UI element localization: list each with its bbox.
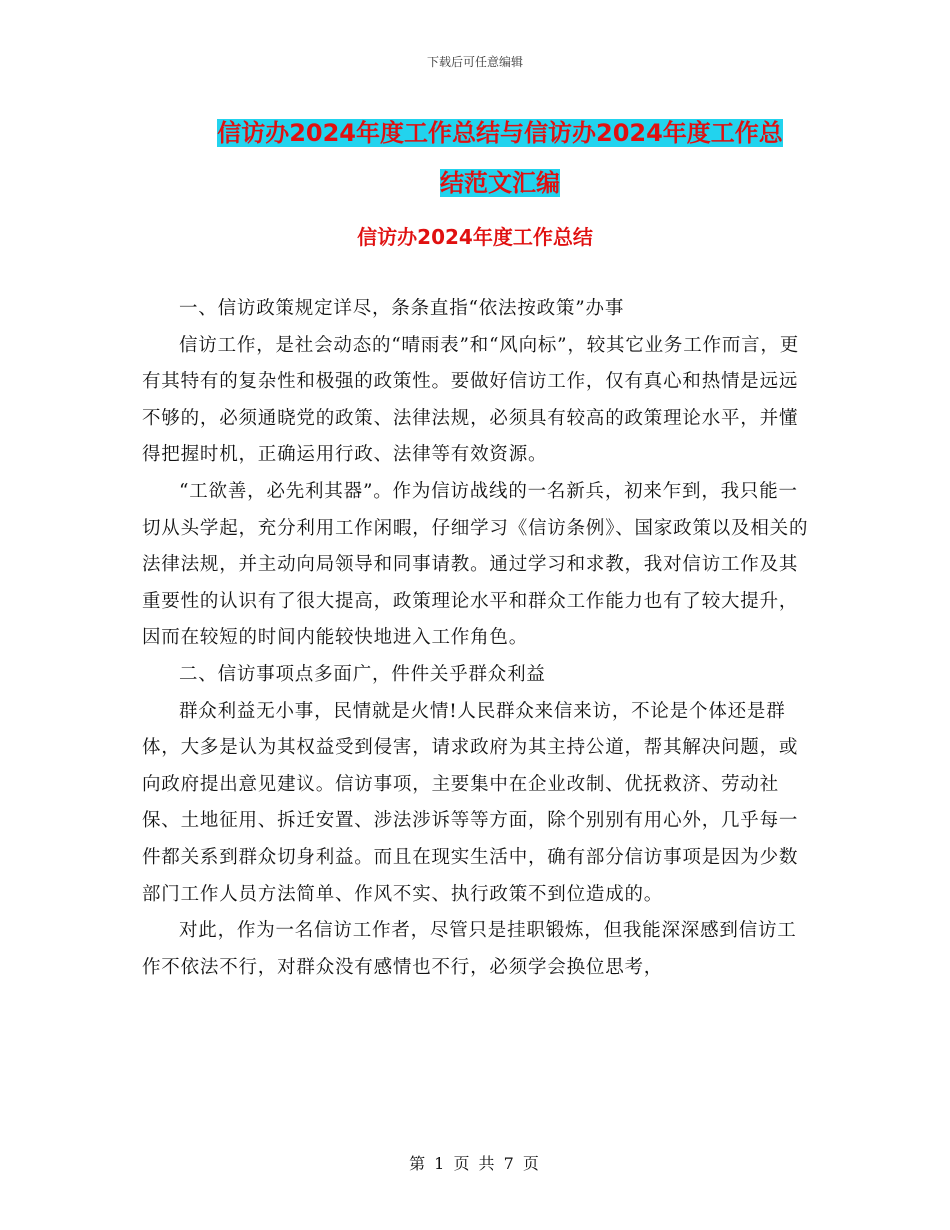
- paragraph: “工欲善，必先利其器”。作为信访战线的一名新兵，初来乍到，我只能一切从头学起，充分利用工作闲暇，仔细学习《信访条例》、国家政策以及相关的法律法规，并主动向局领导和同事请教。通过学习和求教，我对信访工作及其重要性的认识有了很大提高，政策理论水平和群众工作能力也有了较大提升，因而在较短的时间内能较快地进入工作角色。: [142, 480, 809, 649]
- paragraph-heading-2: 二、信访事项点多面广，件件关乎群众利益: [179, 663, 546, 685]
- title-line-2: 结范文汇编: [440, 169, 560, 197]
- title-line-1: 信访办2024年度工作总结与信访办2024年度工作总: [217, 119, 783, 147]
- page-number: 第 1 页 共 7 页: [409, 1154, 541, 1173]
- paragraph-heading-1: 一、信访政策规定详尽，条条直指“依法按政策”办事: [179, 298, 625, 319]
- section-title: 信访办2024年度工作总结: [357, 225, 593, 249]
- paragraph: 群众利益无小事，民情就是火情!人民群众来信来访，不论是个体还是群体，大多是认为其权益受到侵害，请求政府为其主持公道，帮其解决问题，或向政府提出意见建议。信访事项，主要集中在企业改制、优抚救济、劳动社保、土地征用、拆迁安置、涉法涉诉等等方面，除个别别有用心外，几乎每一件都关系到群众切身利益。而且在现实生活中，确有部分信访事项是因为少数部门工作人员方法简单、作风不实、执行政策不到位造成的。: [142, 700, 799, 905]
- paragraph: 对此，作为一名信访工作者，尽管只是挂职锻炼，但我能深深感到信访工作不依法不行，对群众没有感情也不行，必须学会换位思考，: [142, 920, 797, 978]
- document-title: [150, 108, 850, 208]
- document-body: [142, 291, 810, 986]
- header-note: 下载后可任意编辑: [426, 55, 523, 69]
- paragraph: 信访工作，是社会动态的“晴雨表”和“风向标”，较其它业务工作而言，更有其特有的复杂性和极强的政策性。要做好信访工作，仅有真心和热情是远远不够的，必须通晓党的政策、法律法规，必须具有较高的政策理论水平，并懂得把握时机，正确运用行政、法律等有效资源。: [142, 334, 800, 466]
